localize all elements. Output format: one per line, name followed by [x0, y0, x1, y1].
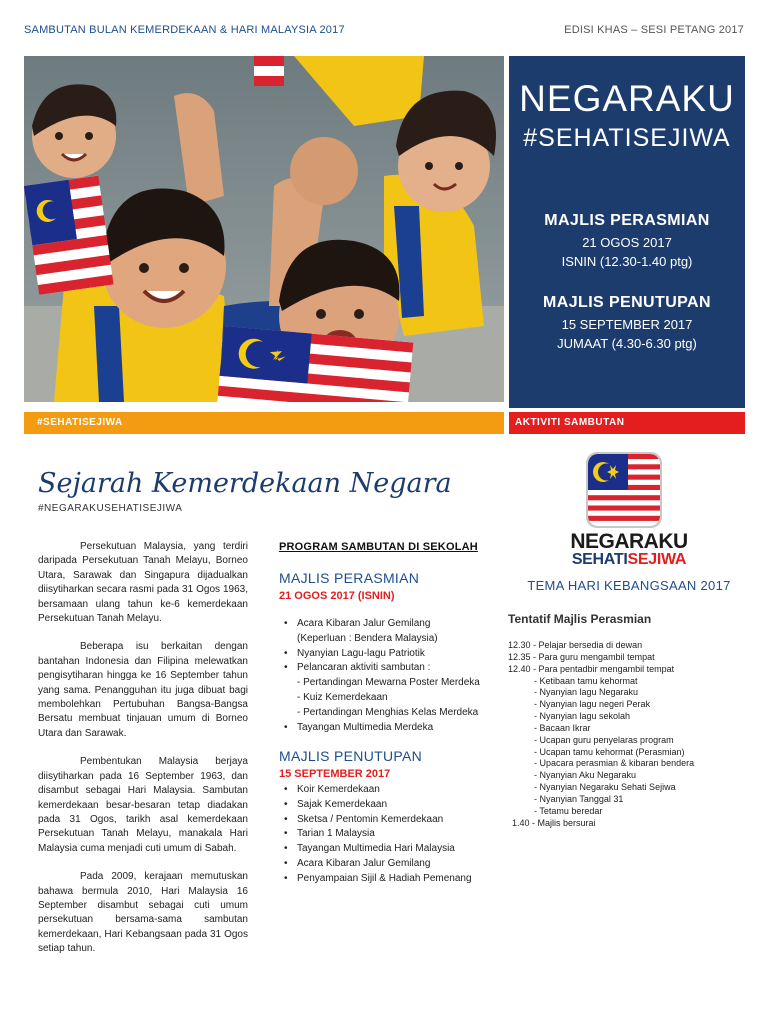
children-with-flags-illustration	[24, 56, 504, 402]
list-item: - Upacara perasmian & kibaran bendera	[534, 758, 695, 769]
event2-name: MAJLIS PENUTUPAN	[543, 294, 711, 311]
header-left-title: SAMBUTAN BULAN KEMERDEKAAN & HARI MALAYSIA 2017	[24, 24, 345, 36]
negaraku-logo	[514, 452, 744, 602]
list-item: • Koir Kemerdekaan	[279, 783, 509, 798]
list-item: - Kuiz Kemerdekaan	[297, 691, 388, 703]
article-paragraph: Persekutuan Malaysia, yang terdiri daripada Persekutuan Tanah Melayu, Borneo Utara, Sarawak dan Singapura dijadualkan diisytiharkan secara rasmi pada 31 Ogos 1963, bersamaan ulang tahun ke-6 kemerdekaan Persekutuan Tanah Melayu.	[38, 541, 248, 625]
list-item: • Tayangan Multimedia Merdeka	[279, 721, 509, 736]
list-item: - Pertandingan Menghias Kelas Merdeka	[297, 706, 479, 718]
list-item: - Ucapan tamu kehormat (Perasmian)	[534, 746, 685, 757]
logo-theme: TEMA HARI KEBANGSAAN 2017	[527, 578, 731, 593]
event1-name: MAJLIS PERASMIAN	[544, 212, 710, 229]
list-item: • Tarian 1 Malaysia	[279, 827, 509, 842]
list-item: - Bacaan Ikrar	[534, 722, 591, 733]
list-item: - Nyanyian lagu negeri Perak	[534, 699, 651, 710]
event-info-panel	[509, 56, 745, 408]
event2-time: JUMAAT (4.30-6.30 ptg)	[557, 336, 697, 351]
perasmian-title: MAJLIS PERASMIAN	[279, 570, 420, 586]
article-hashtag: #NEGARAKUSEHATISEJIWA	[38, 503, 183, 514]
article-body	[38, 540, 248, 971]
list-item: - Ketibaan tamu kehormat	[534, 675, 638, 686]
perasmian-list	[279, 617, 509, 735]
list-item: • Sketsa / Pentomin Kemerdekaan	[279, 813, 509, 828]
panel-title: NEGARAKU	[519, 78, 735, 119]
event2-date: 15 SEPTEMBER 2017	[561, 317, 693, 332]
list-item: • Tayangan Multimedia Hari Malaysia	[279, 842, 509, 857]
list-item: 12.35 - Para guru mengambil tempat	[508, 651, 655, 662]
list-item: (Keperluan : Bendera Malaysia)	[297, 632, 438, 644]
penutupan-date: 15 SEPTEMBER 2017	[279, 768, 391, 780]
list-item: 12.30 - Pelajar bersedia di dewan	[508, 640, 643, 650]
malaysia-flag-icon	[586, 452, 662, 528]
logo-sejiwa: SEJIWA	[627, 551, 687, 568]
panel-hashtag: #SEHATISEJIWA	[523, 124, 731, 152]
hero-photo	[24, 56, 504, 402]
article-paragraph: Pembentukan Malaysia berjaya diisytiharkan pada 16 September 1963, dan disambut sebagai Hari Malaysia. Sambutan kemerdekaan besar-besaran tetap diadakan pada 31 Ogos, tarikh asal kemerdekaan Persekutuan Tanah Melayu, manakala Hari Malaysia cuma menjadi cuti umum di Sabah.	[38, 756, 248, 854]
list-item: • Sajak Kemerdekaan	[279, 798, 509, 813]
perasmian-date: 21 OGOS 2017 (ISNIN)	[279, 590, 395, 602]
hashtag-bar: #SEHATISEJIWA	[24, 412, 504, 434]
event1-time: ISNIN (12.30-1.40 ptg)	[561, 254, 693, 269]
tentatif-list	[508, 640, 748, 830]
list-item: - Nyanyian lagu sekolah	[534, 711, 631, 722]
list-item: - Nyanyian Aku Negaraku	[534, 770, 637, 781]
list-item: - Nyanyian Negaraku Sehati Sejiwa	[534, 782, 676, 793]
list-item: • Penyampaian Sijil & Hadiah Pemenang	[279, 872, 509, 887]
list-item: 12.40 - Para pentadbir mengambil tempat	[508, 663, 675, 674]
list-item: - Nyanyian lagu Negaraku	[534, 687, 639, 698]
logo-sehati: SEHATI	[571, 551, 628, 568]
penutupan-list	[279, 783, 509, 887]
list-item: - Ucapan guru penyelaras program	[534, 734, 674, 745]
article-paragraph: Pada 2009, kerajaan memutuskan bahawa bermula 2010, Hari Malaysia 16 September disambut sebagai cuti umum persekutuan bersama-sama sambutan kemerdekaan, Hari Kebangsaan pada 31 Ogos setiap tahun.	[38, 871, 248, 955]
header-right-edition: EDISI KHAS – SESI PETANG 2017	[564, 24, 744, 36]
list-item: • Nyanyian Lagu-lagu Patriotik	[279, 647, 509, 662]
list-item: • Pelancaran aktiviti sambutan :	[279, 661, 509, 676]
list-item: - Tetamu beredar	[534, 805, 603, 816]
list-item: • Acara Kibaran Jalur Gemilang	[279, 857, 509, 872]
program-heading: PROGRAM SAMBUTAN DI SEKOLAH	[279, 541, 478, 553]
logo-negaraku: NEGARAKU	[570, 530, 688, 553]
tentatif-heading: Tentatif Majlis Perasmian	[508, 612, 652, 626]
article-title: Sejarah Kemerdekaan Negara	[38, 468, 452, 499]
activities-bar: AKTIVITI SAMBUTAN	[509, 412, 745, 434]
list-item: 1.40 - Majlis bersurai	[512, 817, 596, 828]
list-item: - Nyanyian Tanggal 31	[534, 793, 624, 804]
penutupan-title: MAJLIS PENUTUPAN	[279, 748, 423, 764]
list-item: • Acara Kibaran Jalur Gemilang	[279, 617, 509, 632]
article-paragraph: Beberapa isu berkaitan dengan bantahan Indonesia dan Filipina melewatkan pengisytiharan hingga ke 16 September tahun yang sama. Penangguhan itu juga dibuat bagi membolehkan Pertubuhan Bangsa-Bangsa Bersatu membuat tinjauan umum di Borneo Utara dan Sarawak.	[38, 641, 248, 739]
list-item: - Pertandingan Mewarna Poster Merdeka	[297, 677, 480, 689]
event1-date: 21 OGOS 2017	[582, 235, 672, 250]
logo-sehatisejiwa	[514, 551, 744, 569]
